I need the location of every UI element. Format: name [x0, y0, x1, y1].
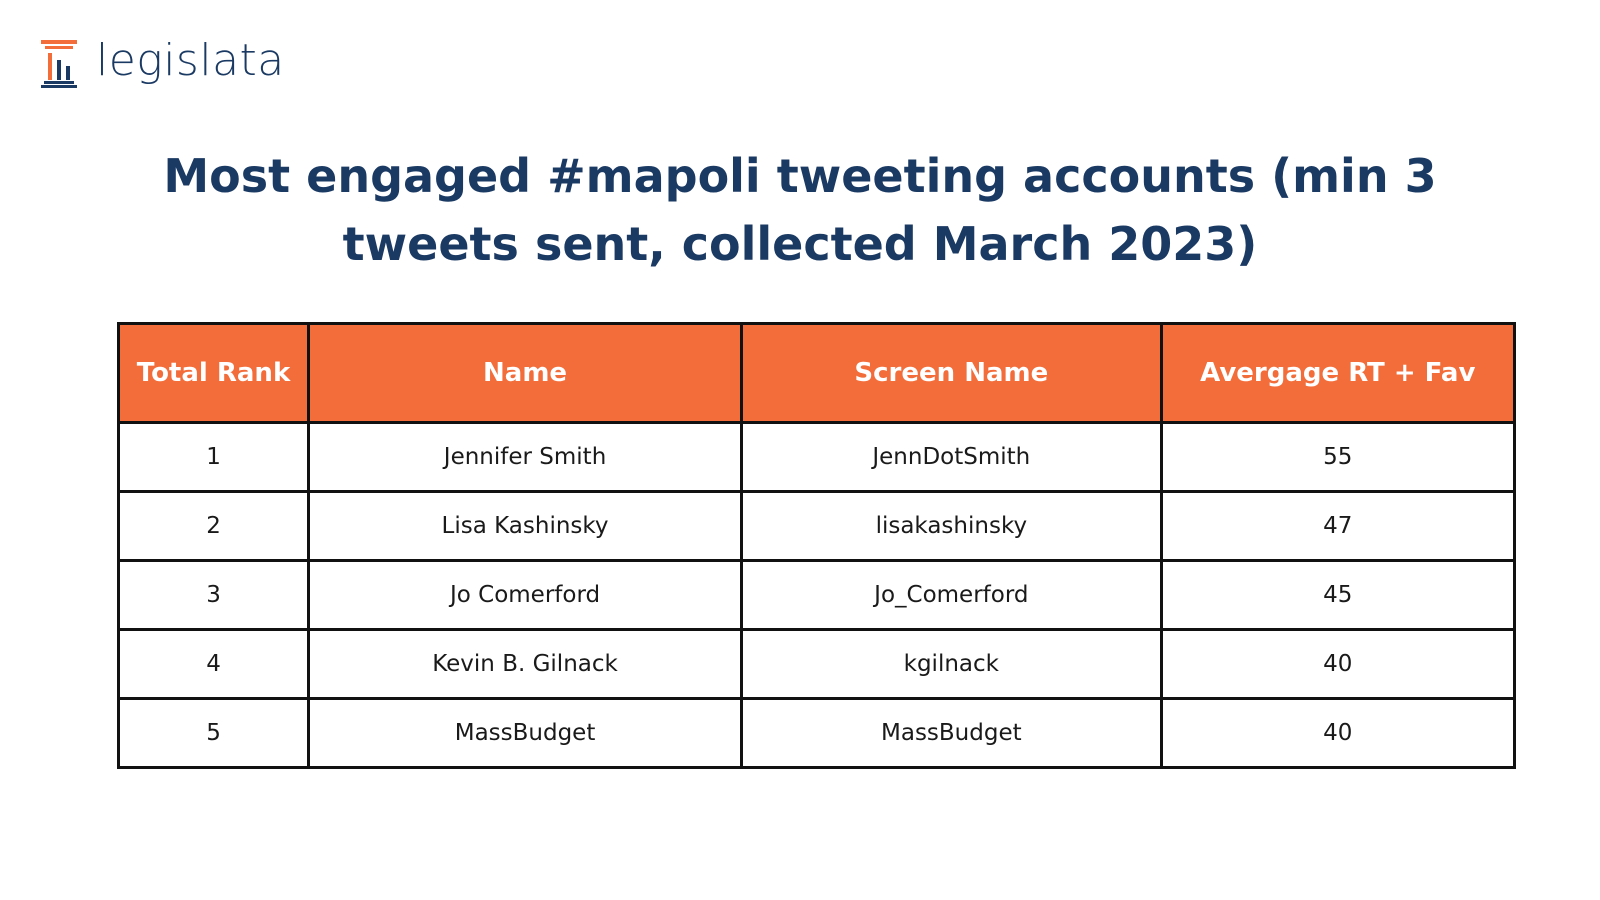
- cell-screen-name: kgilnack: [742, 630, 1162, 699]
- header-name: Name: [309, 324, 742, 423]
- cell-average: 47: [1161, 492, 1514, 561]
- table-header-row: [119, 324, 1515, 423]
- cell-average: 45: [1161, 561, 1514, 630]
- cell-rank: 2: [119, 492, 309, 561]
- cell-screen-name: MassBudget: [742, 699, 1162, 768]
- table-row: [119, 423, 1515, 492]
- cell-average: 40: [1161, 699, 1514, 768]
- cell-screen-name: JennDotSmith: [742, 423, 1162, 492]
- brand-logo: [41, 35, 285, 88]
- cell-name: Lisa Kashinsky: [309, 492, 742, 561]
- cell-average: 40: [1161, 630, 1514, 699]
- cell-name: Jennifer Smith: [309, 423, 742, 492]
- table-row: [119, 699, 1515, 768]
- header-total-rank: Total Rank: [119, 324, 309, 423]
- cell-rank: 1: [119, 423, 309, 492]
- cell-screen-name: lisakashinsky: [742, 492, 1162, 561]
- cell-name: Jo Comerford: [309, 561, 742, 630]
- header-average-rt-fav: Avergage RT + Fav: [1161, 324, 1514, 423]
- cell-average: 55: [1161, 423, 1514, 492]
- brand-name: legislata: [96, 35, 285, 86]
- table-row: [119, 492, 1515, 561]
- engagement-table: [117, 322, 1516, 769]
- cell-rank: 4: [119, 630, 309, 699]
- capitol-column-icon: [41, 40, 77, 88]
- table-row: [119, 630, 1515, 699]
- cell-rank: 5: [119, 699, 309, 768]
- cell-name: Kevin B. Gilnack: [309, 630, 742, 699]
- cell-name: MassBudget: [309, 699, 742, 768]
- page-title: Most engaged #mapoli tweeting accounts (min 3 tweets sent, collected March 2023): [163, 149, 1437, 271]
- cell-rank: 3: [119, 561, 309, 630]
- table-row: [119, 561, 1515, 630]
- header-screen-name: Screen Name: [742, 324, 1162, 423]
- cell-screen-name: Jo_Comerford: [742, 561, 1162, 630]
